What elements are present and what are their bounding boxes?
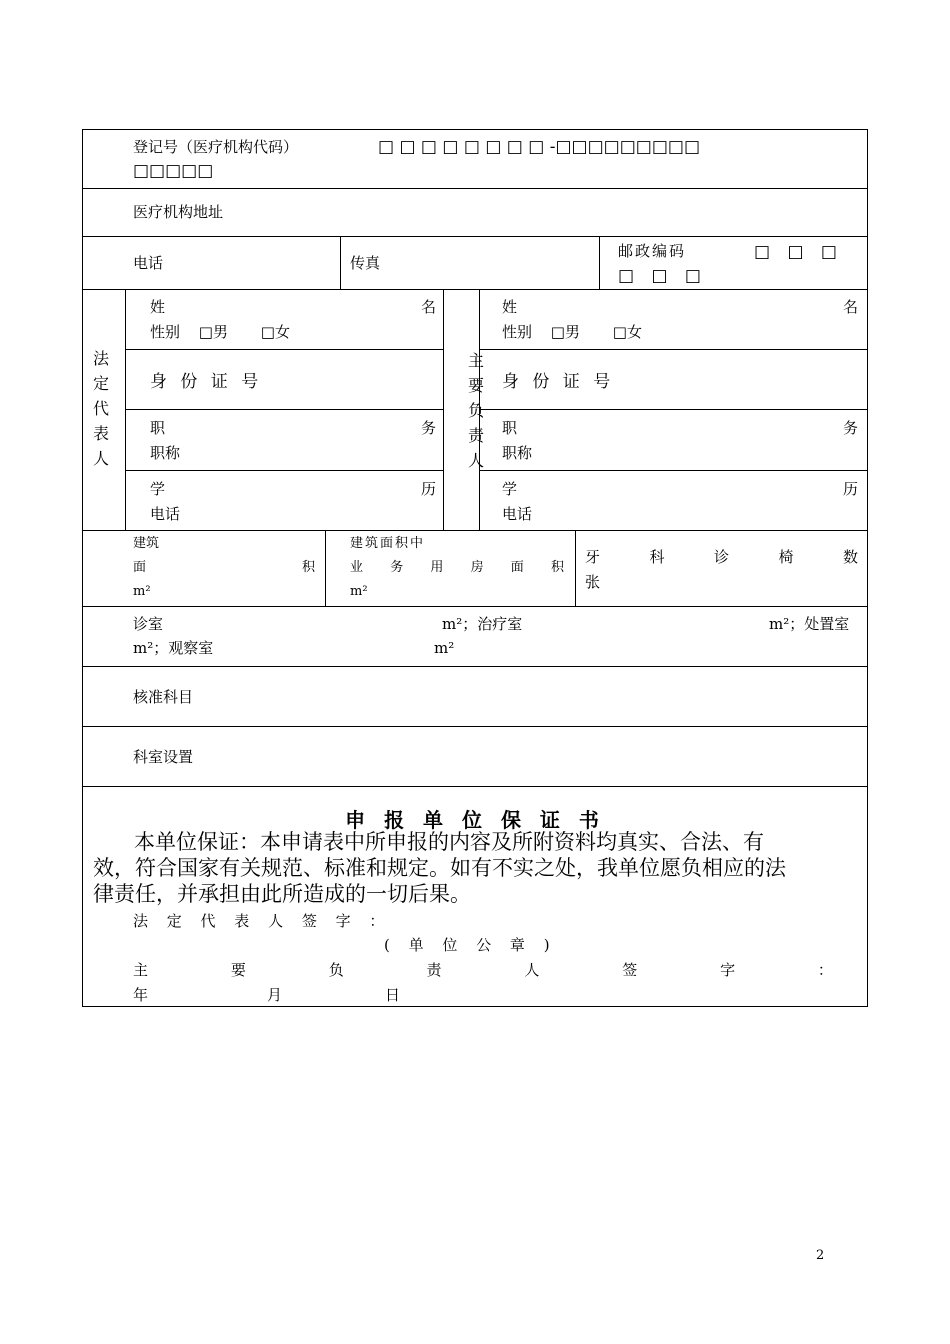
gender-label: 性别 (502, 323, 533, 341)
date-month-label: 月 (267, 986, 283, 1004)
unit-seal-label[interactable]: ( 单 位 公 章 ) (384, 936, 557, 954)
table-border-top (82, 129, 868, 130)
dental-chairs-char: 诊 (713, 548, 729, 566)
building-area-char: 面 (133, 560, 147, 575)
principal-phone-label[interactable]: 电话 (502, 505, 533, 523)
row-divider (82, 236, 868, 237)
col-divider (125, 289, 126, 531)
postcode-boxes[interactable]: □ □ □ (754, 242, 837, 262)
male-checkbox[interactable]: □男 (550, 323, 580, 341)
observation-room-label[interactable]: m²；观察室 (133, 639, 214, 657)
duty-left-char: 职 (150, 419, 166, 437)
legal-rep-name-row[interactable] (150, 295, 436, 319)
business-area-char: 积 (550, 560, 564, 575)
row-divider (82, 786, 868, 787)
business-area-unit: m² (350, 584, 368, 599)
address-label: 医疗机构地址 (133, 203, 224, 221)
duty-right-char: 务 (842, 419, 858, 437)
edu-right-char: 历 (842, 480, 858, 498)
dental-chairs-unit: 张 (585, 573, 601, 591)
name-right-char: 名 (842, 298, 858, 316)
page-number: 2 (816, 1248, 825, 1263)
side-char: 人 (467, 451, 484, 470)
row-divider (82, 666, 868, 667)
building-area-unit: m² (133, 584, 151, 599)
dental-chairs-char: 牙 (585, 548, 601, 566)
principal-edu-row[interactable] (502, 477, 858, 501)
building-area-label-l2[interactable] (133, 557, 315, 579)
gender-label: 性别 (150, 323, 181, 341)
treatment-room-label[interactable]: m²；治疗室 (442, 615, 523, 633)
side-char: 责 (467, 426, 484, 445)
consult-room-label[interactable]: 诊室 (133, 615, 164, 633)
legal-rep-edu-row[interactable] (150, 477, 436, 501)
dental-chairs-char: 数 (842, 548, 858, 566)
duty-left-char: 职 (502, 419, 518, 437)
business-area-char: 务 (390, 560, 404, 575)
side-char: 定 (92, 374, 109, 393)
row-divider (125, 349, 444, 350)
department-setup-label[interactable]: 科室设置 (133, 748, 194, 766)
sign-char: 责 (426, 961, 442, 979)
date-day-label: 日 (385, 986, 401, 1004)
name-right-char: 名 (420, 298, 436, 316)
observation-room-unit: m² (434, 639, 455, 657)
name-left-char: 姓 (150, 298, 166, 316)
col-divider (340, 236, 341, 290)
building-area-label-l1: 建筑 (133, 536, 160, 551)
side-char: 法 (92, 349, 109, 368)
sign-char: 要 (230, 961, 246, 979)
business-area-label-l1: 建筑面积中 (350, 536, 426, 551)
female-checkbox[interactable]: □女 (260, 323, 290, 341)
building-area-char: 积 (301, 560, 315, 575)
legal-rep-phone-label[interactable]: 电话 (150, 505, 181, 523)
side-char: 要 (467, 376, 484, 395)
postcode-label: 邮政编码 (618, 242, 687, 260)
dental-chairs-char: 科 (649, 548, 665, 566)
registration-code-boxes[interactable]: □ □ □ □ □ □ □ □ -□□□□□□□□□ (378, 137, 701, 157)
side-char: 人 (92, 449, 109, 468)
business-area-char: 面 (510, 560, 524, 575)
row-divider (125, 409, 444, 410)
guarantee-line-2: 效，符合国家有关规范、标准和规定。如有不实之处，我单位愿负相应的法 (93, 856, 786, 880)
principal-id-label[interactable]: 身 份 证 号 (502, 372, 615, 392)
duty-right-char: 务 (420, 419, 436, 437)
male-checkbox[interactable]: □男 (198, 323, 228, 341)
col-divider (443, 289, 444, 531)
business-area-char: 房 (470, 560, 484, 575)
table-border-bottom (82, 1006, 868, 1007)
row-divider (82, 726, 868, 727)
postcode-boxes-cont[interactable]: □ □ □ (618, 266, 701, 286)
business-area-char: 用 (430, 560, 444, 575)
sign-char: ： (817, 961, 833, 979)
table-border-left (82, 129, 83, 1007)
guarantee-line-1: 本单位保证：本申请表中所申报的内容及所附资料均真实、合法、有 (134, 830, 764, 854)
row-divider (82, 606, 868, 607)
female-checkbox[interactable]: □女 (612, 323, 642, 341)
registration-label: 登记号（医疗机构代码） (133, 138, 299, 156)
date-year-label: 年 (133, 986, 149, 1004)
edu-left-char: 学 (502, 480, 518, 498)
business-area-char: 业 (350, 560, 364, 575)
edu-right-char: 历 (420, 480, 436, 498)
legal-rep-gender-row (150, 320, 290, 344)
row-divider (82, 188, 868, 189)
sign-char: 主 (133, 961, 149, 979)
registration-code-boxes-cont[interactable]: □□□□□ (133, 161, 214, 181)
fax-label: 传真 (350, 254, 381, 272)
approved-subjects-label[interactable]: 核准科目 (133, 688, 194, 706)
disposal-room-label[interactable]: m²；处置室 (769, 615, 850, 633)
phone-label: 电话 (133, 254, 164, 272)
legal-rep-duty-row[interactable] (150, 416, 436, 440)
principal-gender-row (502, 320, 642, 344)
row-divider (479, 349, 868, 350)
sign-char: 负 (328, 961, 344, 979)
sign-char: 人 (524, 961, 540, 979)
side-char: 主 (467, 351, 484, 370)
legal-rep-title-label[interactable]: 职称 (150, 444, 181, 462)
guarantee-line-3: 律责任，并承担由此所造成的一切后果。 (93, 882, 471, 906)
sign-char: 签 (622, 961, 638, 979)
side-char: 代 (92, 399, 109, 418)
side-char: 负 (467, 401, 484, 420)
legal-rep-signature-label[interactable]: 法 定 代 表 人 签 字 ： (133, 912, 392, 930)
principal-title-label[interactable]: 职称 (502, 444, 533, 462)
business-area-label-l2[interactable] (350, 557, 564, 579)
principal-signature-label[interactable] (133, 958, 833, 982)
principal-name-row[interactable] (502, 295, 858, 319)
dental-chairs-char: 椅 (778, 548, 794, 566)
col-divider (575, 530, 576, 607)
col-divider (325, 530, 326, 607)
table-border-right (867, 129, 868, 1007)
name-left-char: 姓 (502, 298, 518, 316)
guarantee-title: 申 报 单 位 保 证 书 (345, 808, 605, 832)
legal-rep-id-label[interactable]: 身 份 证 号 (150, 372, 263, 392)
edu-left-char: 学 (150, 480, 166, 498)
col-divider (599, 236, 600, 290)
sign-char: 字 (720, 961, 736, 979)
side-char: 表 (92, 424, 109, 443)
row-divider (479, 470, 868, 471)
row-divider (82, 289, 868, 290)
row-divider (82, 530, 868, 531)
principal-duty-row[interactable] (502, 416, 858, 440)
dental-chairs-label-l1[interactable] (585, 545, 858, 569)
row-divider (479, 409, 868, 410)
row-divider (125, 470, 444, 471)
